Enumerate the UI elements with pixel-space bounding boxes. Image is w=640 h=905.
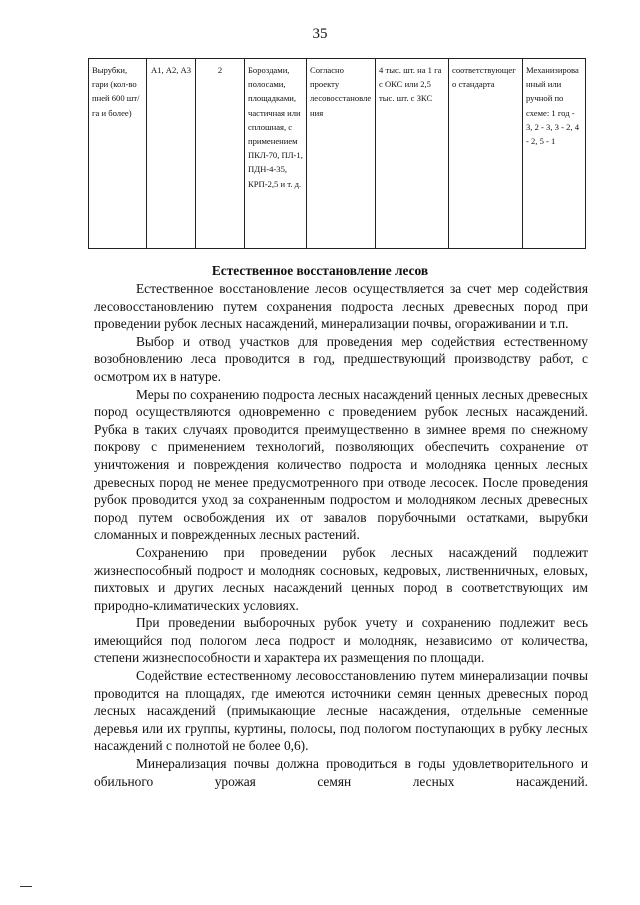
table-cell-soil-preparation: Бороздами, полосами, площадками, частичная или сплошная, с применением ПКЛ-70, ПЛ-1, ПДН-4-35, КРП-2,5 и т. д. (245, 59, 307, 249)
planting-table (88, 58, 586, 249)
table-cell-density: 4 тыс. шт. на 1 га с ОКС или 2,5 тыс. шт. с ЗКС (376, 59, 449, 249)
paragraph: Сохранению при проведении рубок лесных насаждений подлежит жизнеспособный подрост и молодняк сосновых, кедровых, лиственничных, еловых, пихтовых и других лесных насаждений ценных пород в соответствующих им природно-климатических условиях. (94, 544, 588, 613)
footer-mark (20, 886, 32, 887)
paragraph: Выбор и отвод участков для проведения мер содействия естественному возобновлению леса проводится в год, предшествующий производству работ, с осмотром их в натуре. (94, 333, 588, 384)
table-cell-species: Согласно проекту лесовосстановления (307, 59, 376, 249)
paragraph: Меры по сохранению подроста лесных насаждений ценных лесных древесных пород осуществляются одновременно с проведением рубок лесных насаждений. Рубка в таких случаях проводится преимущественно в зимнее время по снежному покрову с применением технологий, позволяющих обеспечить сохранение от уничтожения и повреждения количество подроста и молодняка ценных лесных древесных пород не менее предусмотренного при отводе лесосек. После проведения рубок проводится уход за сохраненным подростом и молодняком лесных древесных пород путем освобождения их от завалов порубочными остатками, вырубки сломанных и поврежденных лесных растений. (94, 386, 588, 543)
paragraph: Естественное восстановление лесов осуществляется за счет мер содействия лесовосстановлению путем сохранения подроста лесных древесных пород при проведении рубок лесных насаждений, минерализации почвы, огораживании и т.п. (94, 281, 588, 332)
paragraph: Минерализация почвы должна проводиться в годы удовлетворительного и обильного урожая семян лесных насаждений. (94, 756, 588, 789)
table-cell-standard: соответствующего стандарта (449, 59, 523, 249)
section-title: Естественное восстановление лесов (211, 263, 429, 278)
paragraph: При проведении выборочных рубок учету и сохранению подлежит весь имеющийся под пологом леса подрост и молодняк, независимо от количества, степени жизнеспособности и характера их размещения по площади. (94, 615, 588, 666)
page-number: 35 (312, 26, 328, 42)
body-text (94, 280, 588, 790)
table-row (89, 59, 586, 249)
table-cell-conditions: А1, А2, А3 (147, 59, 196, 249)
table-cell-area-type: Вырубки, гари (кол-во пней 600 шт/га и более) (89, 59, 147, 249)
table-cell-care-scheme: Механизированный или ручной по схеме: 1 год - 3, 2 - 3, 3 - 2, 4 - 2, 5 - 1 (523, 59, 586, 249)
table-cell-number: 2 (196, 59, 245, 249)
paragraph: Содействие естественному лесовосстановлению путем минерализации почвы проводится на площадях, где имеются источники семян ценных древесных пород лесных насаждений (примыкающие лесные насаждения, отдельные семенные деревья или их группы, куртины, полосы, под пологом поступающих в рубку лесных насаждений с полнотой не более 0,6). (94, 668, 588, 754)
